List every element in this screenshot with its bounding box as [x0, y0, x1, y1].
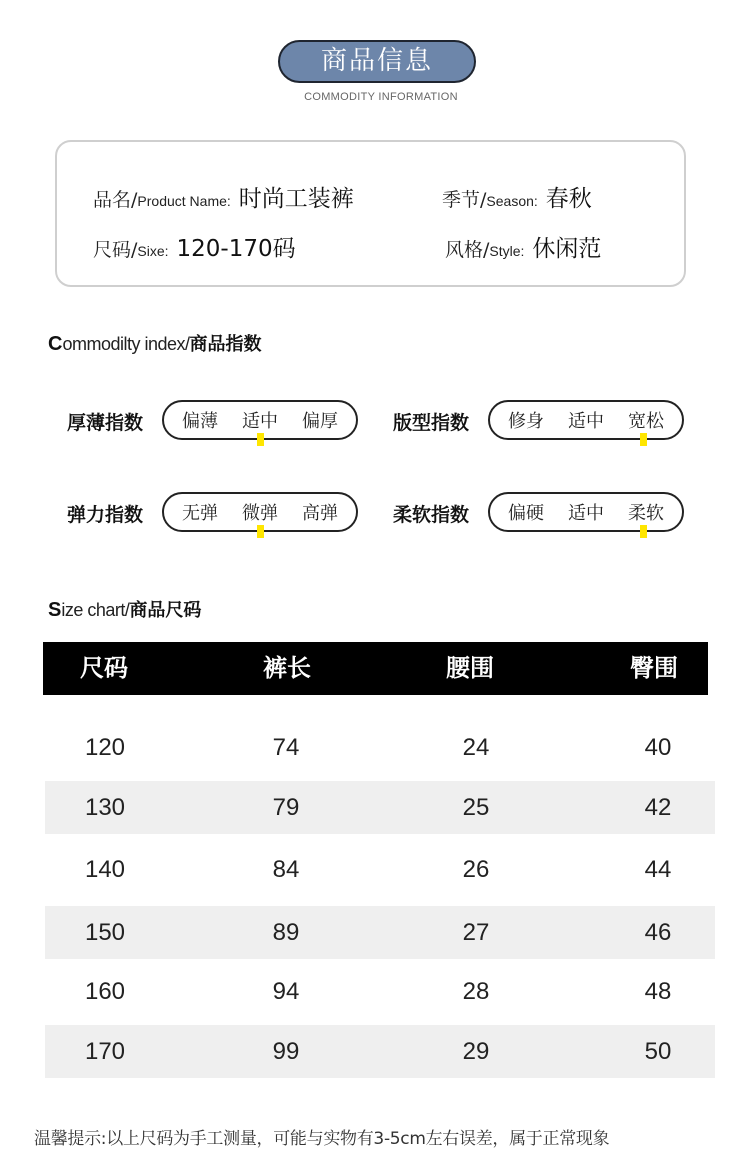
fit-option-slim: 修身 [508, 411, 544, 432]
season-label-en: Season: [486, 193, 538, 209]
season-field [442, 180, 592, 213]
cell-length: 79 [272, 794, 300, 821]
thickness-index-label: 厚薄指数 [67, 412, 144, 434]
cell-waist: 25 [462, 794, 490, 821]
fit-option-loose: 宽松 [628, 411, 664, 432]
table-row [45, 843, 715, 896]
size-label-en: Sixe: [137, 243, 169, 259]
style-label-en: Style: [489, 243, 525, 259]
size-chart-heading [48, 596, 201, 622]
cell-waist: 27 [462, 919, 490, 946]
header-length: 裤长 [263, 654, 311, 682]
cell-hip: 48 [644, 978, 672, 1005]
softness-index-label: 柔软指数 [393, 504, 470, 526]
size-chart-cn: 商品尺码 [129, 600, 202, 621]
elasticity-option-slight: 微弹 [242, 503, 278, 524]
cell-hip: 50 [644, 1038, 672, 1065]
product-name-field [93, 180, 354, 213]
header-size: 尺码 [80, 654, 128, 682]
size-table-header [43, 642, 708, 695]
size-value: 120-170码 [176, 236, 296, 262]
cell-waist: 26 [462, 856, 490, 883]
cell-hip: 40 [644, 734, 672, 761]
table-row [45, 965, 715, 1018]
measurement-disclaimer: 温馨提示:以上尺码为手工测量，可能与实物有3-5cm左右误差，属于正常现象 [34, 1129, 610, 1149]
softness-selected-marker [640, 525, 647, 538]
header-hip: 臀围 [630, 654, 678, 682]
softness-option-soft: 柔软 [628, 503, 664, 524]
commodity-index-cap: C [48, 333, 63, 355]
cell-size: 170 [84, 1038, 126, 1065]
header-waist: 腰围 [446, 654, 494, 682]
cell-size: 160 [84, 978, 126, 1005]
page-subtitle: COMMODITY INFORMATION [304, 91, 458, 103]
size-label-cn: 尺码/ [93, 239, 138, 261]
cell-hip: 42 [644, 794, 672, 821]
size-chart-en: ize chart/ [61, 600, 130, 620]
cell-length: 94 [272, 978, 300, 1005]
season-value: 春秋 [545, 186, 592, 212]
size-chart-cap: S [48, 599, 62, 621]
cell-length: 74 [272, 734, 300, 761]
page-title: 商品信息 [278, 40, 476, 83]
softness-option-hard: 偏硬 [508, 503, 544, 524]
season-label-cn: 季节/ [442, 189, 487, 211]
product-name-value: 时尚工装裤 [238, 186, 354, 212]
cell-length: 99 [272, 1038, 300, 1065]
style-field [445, 230, 601, 263]
elasticity-index-label: 弹力指数 [67, 504, 144, 526]
style-label-cn: 风格/ [445, 239, 490, 261]
cell-length: 84 [272, 856, 300, 883]
thickness-option-thick: 偏厚 [302, 411, 338, 432]
softness-option-medium: 适中 [568, 503, 604, 524]
style-value: 休闲范 [532, 236, 602, 262]
product-name-label-cn: 品名/ [93, 189, 138, 211]
table-row [45, 721, 715, 774]
elasticity-selected-marker [257, 525, 264, 538]
commodity-index-heading [48, 330, 262, 356]
fit-option-regular: 适中 [568, 411, 604, 432]
commodity-index-cn: 商品指数 [189, 334, 262, 355]
cell-hip: 44 [644, 856, 672, 883]
commodity-index-en: ommodilty index/ [62, 334, 190, 354]
fit-selected-marker [640, 433, 647, 446]
fit-index-label: 版型指数 [393, 412, 470, 434]
thickness-option-medium: 适中 [242, 411, 278, 432]
cell-size: 140 [84, 856, 126, 883]
softness-index-scale [488, 492, 684, 532]
cell-waist: 24 [462, 734, 490, 761]
table-row [45, 1025, 715, 1078]
cell-size: 130 [84, 794, 126, 821]
table-row [45, 781, 715, 834]
cell-waist: 29 [462, 1038, 490, 1065]
fit-index-scale [488, 400, 684, 440]
elasticity-option-high: 高弹 [302, 503, 338, 524]
cell-size: 120 [84, 734, 126, 761]
product-name-label-en: Product Name: [137, 193, 231, 209]
cell-hip: 46 [644, 919, 672, 946]
thickness-option-thin: 偏薄 [182, 411, 218, 432]
size-field [93, 230, 296, 263]
elasticity-option-none: 无弹 [182, 503, 218, 524]
table-row [45, 906, 715, 959]
cell-waist: 28 [462, 978, 490, 1005]
cell-length: 89 [272, 919, 300, 946]
cell-size: 150 [84, 919, 126, 946]
product-info-card [55, 140, 686, 287]
thickness-selected-marker [257, 433, 264, 446]
